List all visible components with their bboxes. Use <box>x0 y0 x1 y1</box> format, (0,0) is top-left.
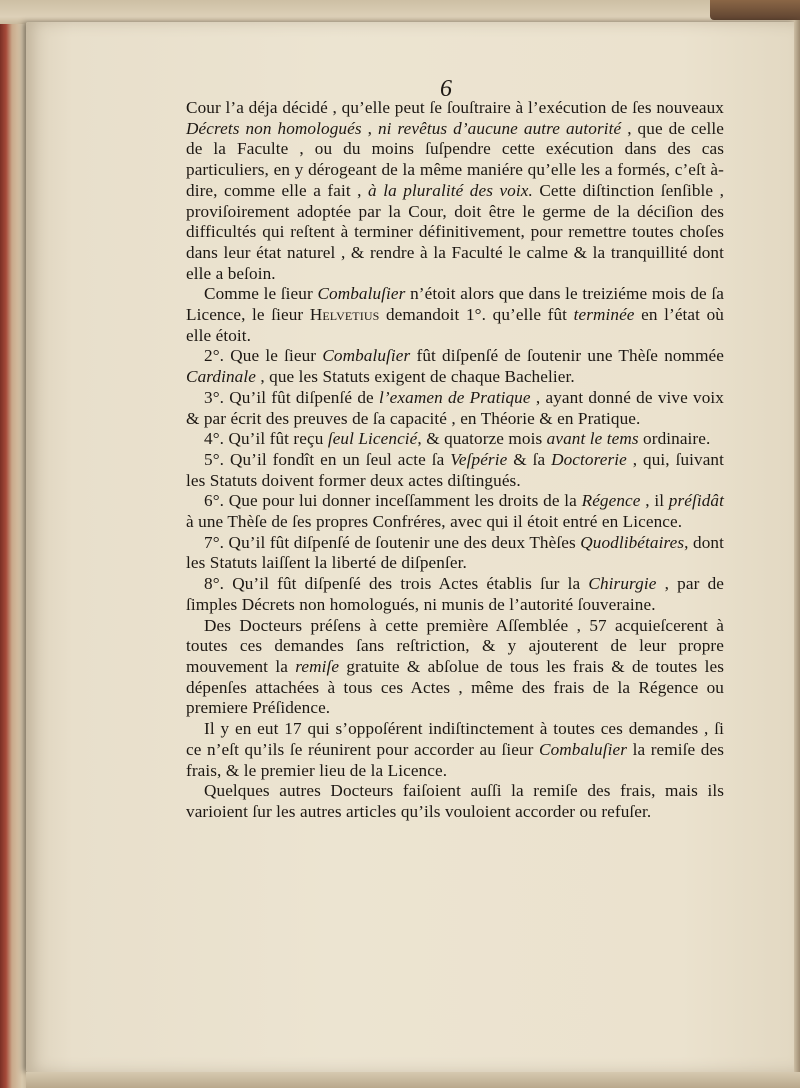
italic-phrase: remiſe <box>295 656 340 676</box>
binding-ribbon <box>710 0 800 20</box>
paragraph-6 <box>186 450 724 491</box>
italic-phrase: ni revêtus d’aucune autre autorité <box>377 118 622 138</box>
italic-phrase: avant le tems <box>546 429 639 449</box>
text-run: , que les Statuts exigent de chaque Bachelier. <box>255 367 575 387</box>
italic-phrase: l’examen de Pratique <box>378 387 531 407</box>
text-run: , par de ſimples Décrets non homologués, ni munis de l’autorité ſouveraine. <box>186 574 724 614</box>
italic-phrase: Quodlibétaires <box>580 532 685 552</box>
italic-phrase: Combaluſier <box>322 346 411 366</box>
text-run: Quelques autres Docteurs faiſoient auſſi la remiſe des frais, mais ils varioient ſur les autres articles qu’ils vouloient accorder ou refuſer. <box>186 781 724 821</box>
text-run: 5°. Qu’il fondît en un ſeul acte ſa <box>204 449 451 469</box>
italic-phrase: terminée <box>573 305 635 325</box>
text-run: 4°. Qu’il fût reçu <box>204 429 328 449</box>
book-top-edge <box>0 0 800 24</box>
text-run: n’étoit alors que dans le treiziéme mois de ſa Licence, le ſieur <box>186 284 725 325</box>
italic-phrase: Cardinale <box>186 367 256 387</box>
paragraph-12 <box>186 781 724 822</box>
italic-phrase: préſidât <box>668 491 725 511</box>
text-run: 3°. Qu’il fût diſpenſé de <box>204 387 379 407</box>
paragraph-2 <box>186 284 724 346</box>
text-run: ordinaire. <box>638 429 711 449</box>
text-run: , que de celle de la Faculte , ou du moins ſuſpendre cette exécution dans des cas particuliers, en y dérogeant de la même maniére qu’elle les a formés, c’eſt à-dire, comme elle a fait , <box>186 118 724 200</box>
paragraph-8 <box>186 533 724 574</box>
small-caps-name: Helvetius <box>309 305 380 325</box>
paragraph-9 <box>186 574 724 615</box>
italic-phrase: Combaluſier <box>539 739 628 759</box>
page-right-edge <box>794 20 800 1088</box>
text-run: gratuite & abſolue de tous les frais & de toutes les dépenſes attachées à tous ces Actes , même des frais de la Régence ou premiere Préſidence. <box>186 656 724 718</box>
italic-phrase: Veſpérie <box>450 449 508 469</box>
text-run: Des Docteurs préſens à cette première Aſſemblée , 57 acquieſcerent à toutes ces demandes ſans reſtriction, & y ajouterent de leur propre mouvement la <box>186 615 724 676</box>
paragraph-10 <box>186 616 724 720</box>
text-run: 7°. Qu’il fût diſpenſé de ſoutenir une des deux Thèſes <box>204 532 581 552</box>
text-run: Comme le ſieur <box>204 284 318 304</box>
italic-phrase: Combaluſier <box>317 284 406 304</box>
text-run: , ayant donné de vive voix & par écrit des preuves de ſa capacité , en Théorie & en Pratique. <box>186 387 724 428</box>
text-run: , il <box>640 491 669 511</box>
paragraph-7 <box>186 491 724 532</box>
text-run: 2°. Que le ſieur <box>204 346 323 366</box>
italic-phrase: ſeul Licencié <box>327 429 418 449</box>
page-bottom-edge <box>26 1072 800 1088</box>
italic-phrase: Chirurgie <box>588 574 657 594</box>
text-run: 6°. Que pour lui donner inceſſamment les droits de la <box>204 491 582 511</box>
text-run: demandoit 1°. qu’elle fût <box>379 305 574 325</box>
page-body-text <box>186 98 724 823</box>
text-run: , dont les Statuts laiſſent la liberté de diſpenſer. <box>186 532 724 573</box>
text-run: Il y en eut 17 qui s’oppoſérent indiſtinctement à toutes ces demandes , ſi ce n’eſt qu’ils ſe réunirent pour accorder au ſieur <box>186 719 724 759</box>
paragraph-1 <box>186 98 724 284</box>
text-run: & ſa <box>507 449 552 469</box>
text-run: à une Thèſe de ſes propres Confréres, avec qui il étoit entré en Licence. <box>186 512 683 532</box>
text-run: Cette diſtinction ſenſible , proviſoirement adoptée par la Cour, doit être le germe de la déciſion des difficultés qui reſtent à terminer définitivement, pour remettre toutes choſes dans leur état naturel , & rendre à la Faculté le calme & la tranquillité dont elle a beſoin. <box>186 180 725 283</box>
paragraph-5 <box>186 429 724 450</box>
paragraph-11 <box>186 719 724 781</box>
italic-phrase: Régence <box>581 491 641 511</box>
text-run: , qui, ſuivant les Statuts doivent former deux actes diſtingués. <box>186 449 725 490</box>
italic-phrase: à la pluralité des voix. <box>368 180 533 200</box>
text-run: fût diſpenſé de ſoutenir une Thèſe nommée <box>410 346 725 366</box>
italic-phrase: Doctorerie <box>551 449 627 469</box>
text-run: la remiſe des frais, & le premier lieu de la Licence. <box>186 739 724 780</box>
text-run: , <box>361 118 378 138</box>
text-run: en l’état où elle étoit. <box>186 305 724 345</box>
text-run: , & quatorze mois <box>417 429 547 449</box>
text-run: 8°. Qu’il fût diſpenſé des trois Actes établis ſur la <box>204 574 589 594</box>
paragraph-4 <box>186 388 724 429</box>
text-run: Cour l’a déja décidé , qu’elle peut ſe ſouſtraire à l’exécution de ſes nouveaux <box>186 98 724 117</box>
italic-phrase: Décrets non homologués <box>186 118 362 138</box>
paragraph-3 <box>186 346 724 387</box>
page-number: 6 <box>440 76 452 102</box>
